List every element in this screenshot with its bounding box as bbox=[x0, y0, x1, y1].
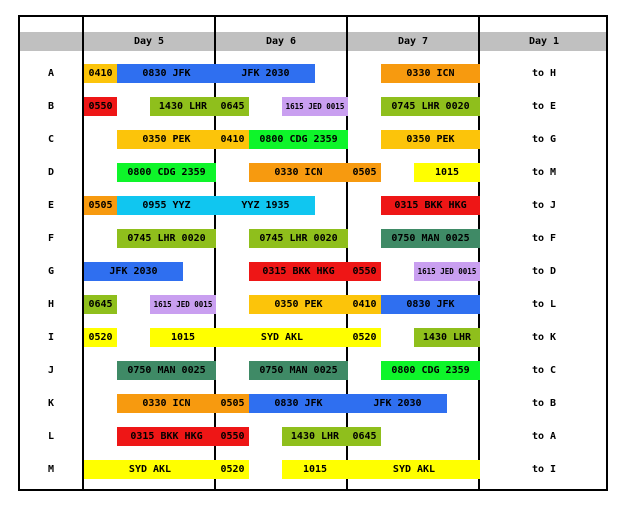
destination-label: to C bbox=[531, 365, 557, 376]
flight-segment: 0330 ICN bbox=[381, 64, 480, 83]
flight-segment: JFK 2030 bbox=[216, 64, 315, 83]
flight-segment: 1430 LHR bbox=[150, 97, 216, 116]
row-label: B bbox=[47, 101, 55, 112]
flight-segment: 0520 bbox=[216, 460, 249, 479]
destination-label: to M bbox=[531, 167, 557, 178]
row-label: L bbox=[47, 431, 55, 442]
flight-segment: 0520 bbox=[348, 328, 381, 347]
flight-segment: 0315 BKK HKG bbox=[249, 262, 348, 281]
flight-segment: 0750 MAN 0025 bbox=[381, 229, 480, 248]
destination-label: to L bbox=[531, 299, 557, 310]
flight-segment: 0410 bbox=[216, 130, 249, 149]
flight-segment: 0505 bbox=[84, 196, 117, 215]
day-header: Day 7 bbox=[397, 36, 429, 47]
destination-label: to K bbox=[531, 332, 557, 343]
flight-segment: 0410 bbox=[348, 295, 381, 314]
flight-segment: SYD AKL bbox=[216, 328, 348, 347]
flight-segment: 0550 bbox=[84, 97, 117, 116]
flight-segment: 0550 bbox=[348, 262, 381, 281]
flight-segment: 0645 bbox=[348, 427, 381, 446]
flight-segment: 0955 YYZ bbox=[117, 196, 216, 215]
flight-segment: 0350 PEK bbox=[117, 130, 216, 149]
roster-frame bbox=[18, 15, 608, 491]
destination-label: to A bbox=[531, 431, 557, 442]
row-label: E bbox=[47, 200, 55, 211]
destination-label: to E bbox=[531, 101, 557, 112]
flight-segment: YYZ 1935 bbox=[216, 196, 315, 215]
flight-segment: 0645 bbox=[84, 295, 117, 314]
flight-segment: JFK 2030 bbox=[84, 262, 183, 281]
flight-segment: 0830 JFK bbox=[381, 295, 480, 314]
flight-segment: 1430 LHR bbox=[282, 427, 348, 446]
flight-segment: 0800 CDG 2359 bbox=[249, 130, 348, 149]
flight-segment: 0350 PEK bbox=[381, 130, 480, 149]
day-header: Day 5 bbox=[133, 36, 165, 47]
flight-segment: 1430 LHR bbox=[414, 328, 480, 347]
flight-segment: 1615 JED 0015 bbox=[150, 295, 216, 314]
destination-label: to G bbox=[531, 134, 557, 145]
flight-segment: 0330 ICN bbox=[249, 163, 348, 182]
flight-segment: SYD AKL bbox=[84, 460, 216, 479]
destination-label: to J bbox=[531, 200, 557, 211]
row-label: G bbox=[47, 266, 55, 277]
flight-segment: 1015 bbox=[414, 163, 480, 182]
destination-label: to D bbox=[531, 266, 557, 277]
flight-segment: 0830 JFK bbox=[117, 64, 216, 83]
row-label: A bbox=[47, 68, 55, 79]
flight-segment: 0750 MAN 0025 bbox=[117, 361, 216, 380]
row-label: H bbox=[47, 299, 55, 310]
flight-segment: 1015 bbox=[150, 328, 216, 347]
day-divider bbox=[346, 15, 348, 491]
flight-segment: 0505 bbox=[216, 394, 249, 413]
flight-segment: 0645 bbox=[216, 97, 249, 116]
flight-segment: 0410 bbox=[84, 64, 117, 83]
row-label: D bbox=[47, 167, 55, 178]
day-divider bbox=[82, 15, 84, 491]
destination-label: to I bbox=[531, 464, 557, 475]
flight-segment: 1015 bbox=[282, 460, 348, 479]
day-divider bbox=[478, 15, 480, 491]
row-label: C bbox=[47, 134, 55, 145]
destination-label: to F bbox=[531, 233, 557, 244]
flight-segment: 0330 ICN bbox=[117, 394, 216, 413]
day-header: Day 6 bbox=[265, 36, 297, 47]
flight-segment: 0750 MAN 0025 bbox=[249, 361, 348, 380]
flight-segment: 1615 JED 0015 bbox=[414, 262, 480, 281]
flight-segment: SYD AKL bbox=[348, 460, 480, 479]
destination-label: to B bbox=[531, 398, 557, 409]
flight-segment: 0505 bbox=[348, 163, 381, 182]
row-label: M bbox=[47, 464, 55, 475]
flight-segment: 0745 LHR 0020 bbox=[249, 229, 348, 248]
flight-segment: 0350 PEK bbox=[249, 295, 348, 314]
flight-segment: 0745 LHR 0020 bbox=[117, 229, 216, 248]
flight-segment: 0800 CDG 2359 bbox=[117, 163, 216, 182]
flight-segment: 0830 JFK bbox=[249, 394, 348, 413]
destination-label: to H bbox=[531, 68, 557, 79]
day-divider bbox=[214, 15, 216, 491]
row-label: J bbox=[47, 365, 55, 376]
flight-segment: 0520 bbox=[84, 328, 117, 347]
flight-segment: 0315 BKK HKG bbox=[381, 196, 480, 215]
flight-segment: JFK 2030 bbox=[348, 394, 447, 413]
day-header: Day 1 bbox=[528, 36, 560, 47]
flight-segment: 0800 CDG 2359 bbox=[381, 361, 480, 380]
flight-segment: 0550 bbox=[216, 427, 249, 446]
flight-segment: 1615 JED 0015 bbox=[282, 97, 348, 116]
flight-segment: 0745 LHR 0020 bbox=[381, 97, 480, 116]
row-label: F bbox=[47, 233, 55, 244]
row-label: I bbox=[47, 332, 55, 343]
row-label: K bbox=[47, 398, 55, 409]
flight-segment: 0315 BKK HKG bbox=[117, 427, 216, 446]
